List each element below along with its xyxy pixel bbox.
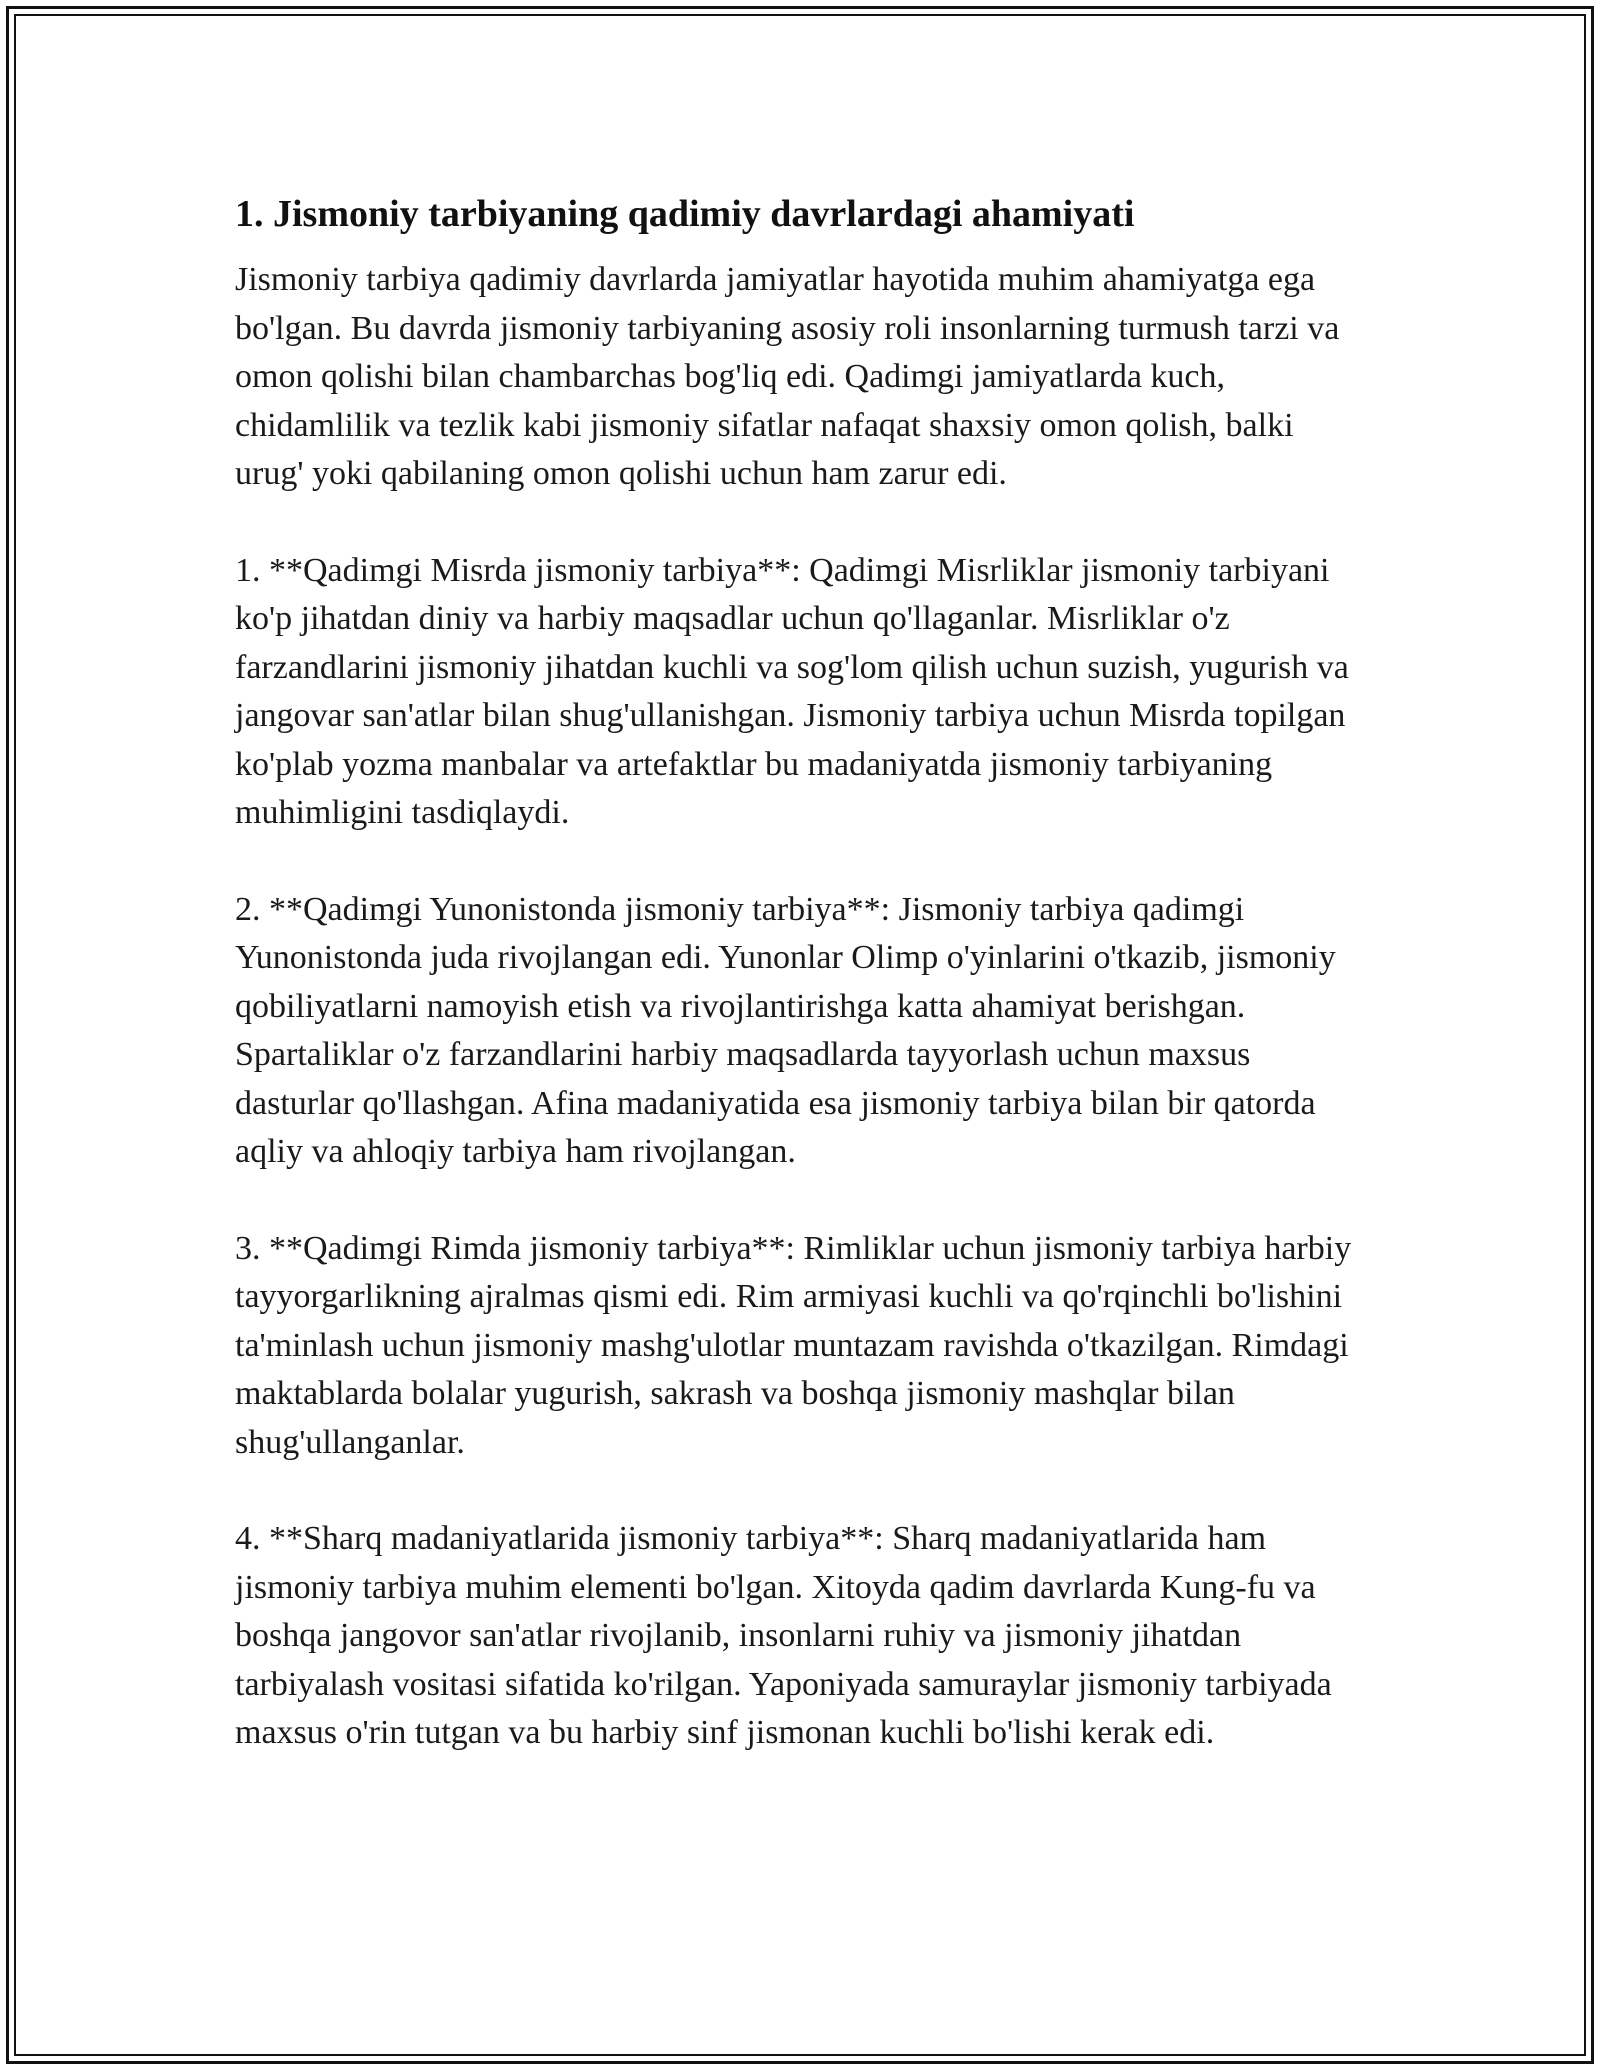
paragraph-greece: 2. **Qadimgi Yunonistonda jismoniy tarbiya**: Jismoniy tarbiya qadimgi Yunonistonda juda rivojlangan edi. Yunonlar Olimp o'yinlarini o'tkazib, jismoniy qobiliyatlarni namoyish etish va rivojlantirishga katta ahamiyat berishgan. Spartaliklar o'z farzandlarini harbiy maqsadlarda tayyorlash uchun maxsus dasturlar qo'llashgan. Afina madaniyatida esa jismoniy tarbiya bilan bir qatorda aqliy va ahloqiy tarbiya ham rivojlangan. <box>235 890 1336 1170</box>
section-heading: 1. Jismoniy tarbiyaning qadimiy davrlardagi ahamiyati <box>235 193 1135 235</box>
paragraph-egypt: 1. **Qadimgi Misrda jismoniy tarbiya**: Qadimgi Misrliklar jismoniy tarbiyani ko'p jihatdan diniy va harbiy maqsadlar uchun qo'llaganlar. Misrliklar o'z farzandlarini jismoniy jihatdan kuchli va sog'lom qilish uchun suzish, yugurish va jangovar san'atlar bilan shug'ullanishgan. Jismoniy tarbiya uchun Misrda topilgan ko'plab yozma manbalar va artefaktlar bu madaniyatda jismoniy tarbiyaning muhimligini tasdiqlaydi. <box>235 551 1349 831</box>
intro-paragraph: Jismoniy tarbiya qadimiy davrlarda jamiyatlar hayotida muhim ahamiyatga ega bo'lgan. Bu davrda jismoniy tarbiyaning asosiy roli insonlarning turmush tarzi va omon qolishi bilan chambarchas bog'liq edi. Qadimgi jamiyatlarda kuch, chidamlilik va tezlik kabi jismoniy sifatlar nafaqat shaxsiy omon qolish, balki urug' yoki qabilaning omon qolishi uchun ham zarur edi. <box>235 261 1340 492</box>
paragraph-east: 4. **Sharq madaniyatlarida jismoniy tarbiya**: Sharq madaniyatlarida ham jismoniy tarbiya muhim elementi bo'lgan. Xitoyda qadim davrlarda Kung-fu va boshqa jangovor san'atlar rivojlanib, insonlarni ruhiy va jismoniy jihatdan tarbiyalash vositasi sifatida ko'rilgan. Yaponiyada samuraylar jismoniy tarbiyada maxsus o'rin tutgan va bu harbiy sinf jismonan kuchli bo'lishi kerak edi. <box>235 1520 1332 1751</box>
paragraph-rome: 3. **Qadimgi Rimda jismoniy tarbiya**: Rimliklar uchun jismoniy tarbiya harbiy tayyorgarlikning ajralmas qismi edi. Rim armiyasi kuchli va qo'rqinchli bo'lishini ta'minlash uchun jismoniy mashg'ulotlar muntazam ravishda o'tkazilgan. Rimdagi maktablarda bolalar yugurish, sakrash va boshqa jismoniy mashqlar bilan shug'ullanganlar. <box>235 1229 1352 1461</box>
document-body <box>235 188 1370 1806</box>
